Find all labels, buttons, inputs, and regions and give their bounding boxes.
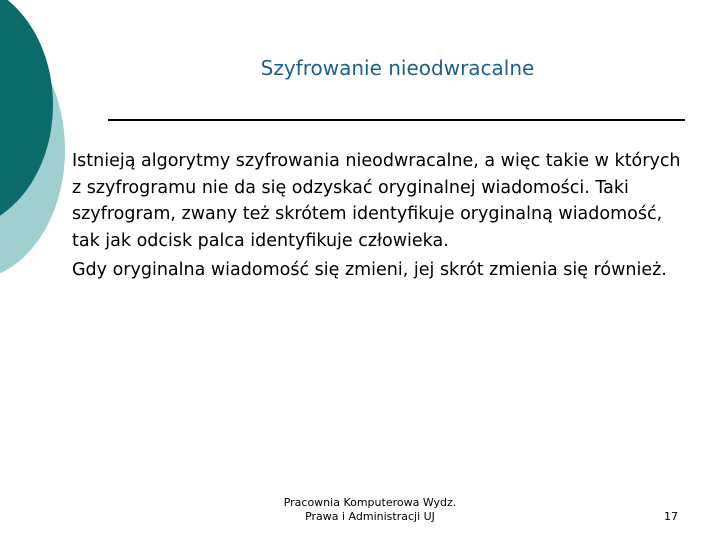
body-paragraph-2: Gdy oryginalna wiadomość się zmieni, jej skrót zmienia się również. xyxy=(72,260,667,280)
page-number: 17 xyxy=(664,510,678,523)
slide-body xyxy=(72,148,682,284)
slide-title: Szyfrowanie nieodwracalne xyxy=(260,56,535,80)
footer-line-1: Pracownia Komputerowa Wydz. xyxy=(283,496,457,509)
body-paragraph-1: Istnieją algorytmy szyfrowania nieodwracalne, a więc takie w których z szyfrogramu nie da się odzyskać oryginalnej wiadomości. Taki szyfrogram, zwany też skrótem identyfikuje oryginalną wiadomość, tak jak odcisk palca identyfikuje człowieka. xyxy=(72,151,681,251)
title-underline xyxy=(108,119,685,121)
slide-footer xyxy=(220,496,520,524)
footer-line-2: Prawa i Administracji UJ xyxy=(305,510,435,523)
